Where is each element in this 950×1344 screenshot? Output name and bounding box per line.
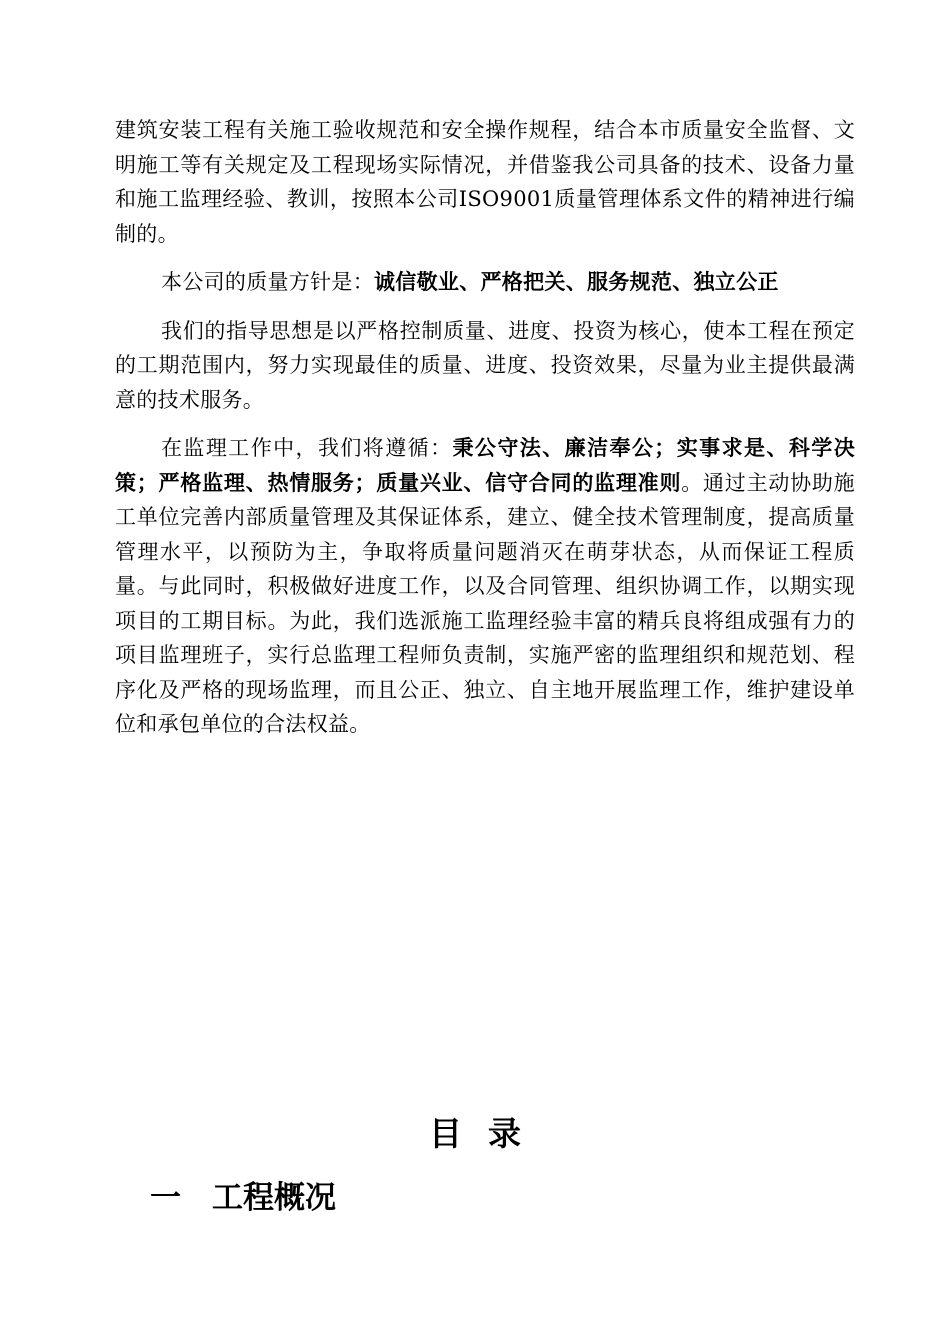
- body-text: [115, 113, 855, 756]
- paragraph-1-text: 建筑安装工程有关施工验收规范和安全操作规程，结合本市质量安全监督、文明施工等有关规定及工程现场实际情况，并借鉴我公司具备的技术、设备力量和施工监理经验、教训，按照本公司ISO9001质量管理体系文件的精神进行编制的。: [115, 118, 855, 246]
- section-title: 工程概况: [212, 1180, 336, 1216]
- quality-policy-text: 诚信敬业、严格把关、服务规范、独立公正: [374, 270, 779, 294]
- supervision-principle-label: 在监理工作中，我们将遵循：: [161, 436, 453, 460]
- paragraph-1: [115, 113, 855, 251]
- quality-policy-label: 本公司的质量方针是：: [161, 270, 374, 294]
- guiding-principle-paragraph: [115, 314, 855, 418]
- section-number: 一: [150, 1180, 181, 1216]
- guiding-principle-text: 我们的指导思想是以严格控制质量、进度、投资为核心，使本工程在预定的工期范围内，努力实现最佳的质量、进度、投资效果，尽量为业主提供最满意的技术服务。: [115, 318, 855, 412]
- quality-policy-paragraph: [115, 265, 855, 300]
- supervision-principle-text: 。通过主动协助施工单位完善内部质量管理及其保证体系，建立、健全技术管理制度，提高质量管理水平，以预防为主，争取将质量问题消灭在萌芽状态，从而保证工程质量。与此同时，积极做好进度工作，以及合同管理、组织协调工作，以期实现项目的工期目标。为此，我们选派施工监理经验丰富的精兵良将组成强有力的项目监理班子，实行总监理工程师负责制，实施严密的监理组织和规范划、程序化及严格的现场监理，而且公正、独立、自主地开展监理工作，维护建设单位和承包单位的合法权益。: [115, 470, 855, 736]
- supervision-principle-paragraph: [115, 431, 855, 742]
- section-heading: [150, 1172, 336, 1217]
- supervision-principle-bold: 秉公守法、廉洁奉公；实事求是、科学决策；严格监理、热情服务；质量兴业、信守合同的监理准则: [115, 436, 855, 495]
- toc-title: 目录: [429, 1114, 547, 1153]
